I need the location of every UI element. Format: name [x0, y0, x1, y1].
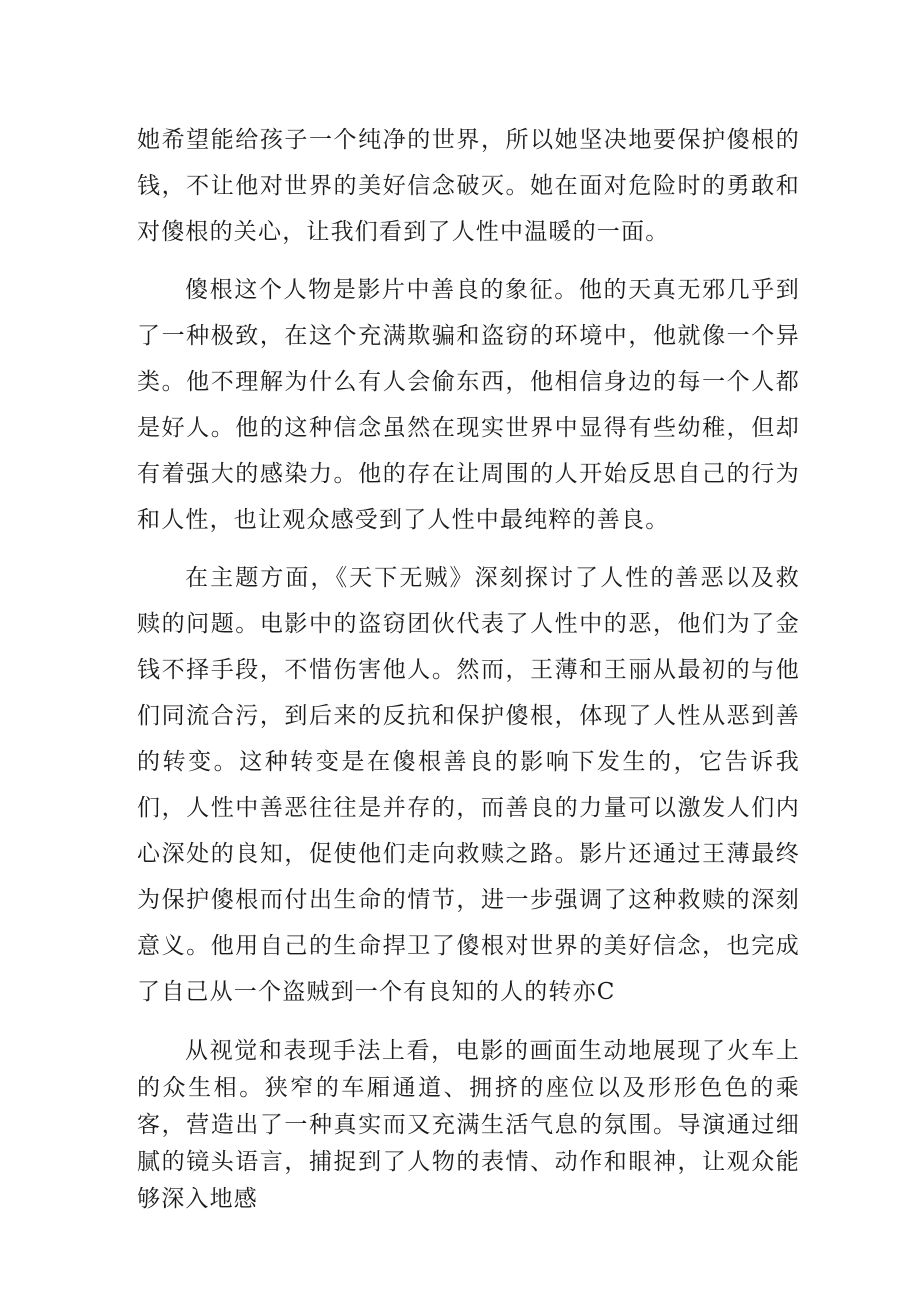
paragraph-2: 傻根这个人物是影片中善良的象征。他的天真无邪几乎到了一种极致，在这个充满欺骗和盗窃的环境中，他就像一个异类。他不理解为什么有人会偷东西，他相信身边的每一个人都是好人。他的这种信念虽然在现实世界中显得有些幼稚，但却有着强大的感染力。他的存在让周围的人开始反思自己的行为和人性，也让观众感受到了人性中最纯粹的善良。 — [137, 277, 800, 533]
paragraph-1: 她希望能给孩子一个纯净的世界，所以她坚决地要保护傻根的钱，不让他对世界的美好信念破灭。她在面对危险时的勇敢和对傻根的关心，让我们看到了人性中温暖的一面。 — [137, 127, 800, 245]
paragraph-4: 从视觉和表现手法上看，电影的画面生动地展现了火车上的众生相。狭窄的车厢通道、拥挤的座位以及形形色色的乘客，营造出了一种真实而又充满生活气息的氛围。导演通过细腻的镜头语言，捕捉到了人物的表情、动作和眼神，让观众能够深入地感 — [137, 1038, 800, 1212]
paragraph-3: 在主题方面，《天下无贼》深刻探讨了人性的善恶以及救赎的问题。电影中的盗窃团伙代表了人性中的恶，他们为了金钱不择手段，不惜伤害他人。然而，王薄和王丽从最初的与他们同流合污，到后来的反抗和保护傻根，体现了人性从恶到善的转变。这种转变是在傻根善良的影响下发生的，它告诉我们，人性中善恶往往是并存的，而善良的力量可以激发人们内心深处的良知，促使他们走向救赎之路。影片还通过王薄最终为保护傻根而付出生命的情节，进一步强调了这种救赎的深刻意义。他用自己的生命捍卫了傻根对世界的美好信念，也完成了自己从一个盗贼到一个有良知的人的转亦C — [137, 565, 800, 1005]
